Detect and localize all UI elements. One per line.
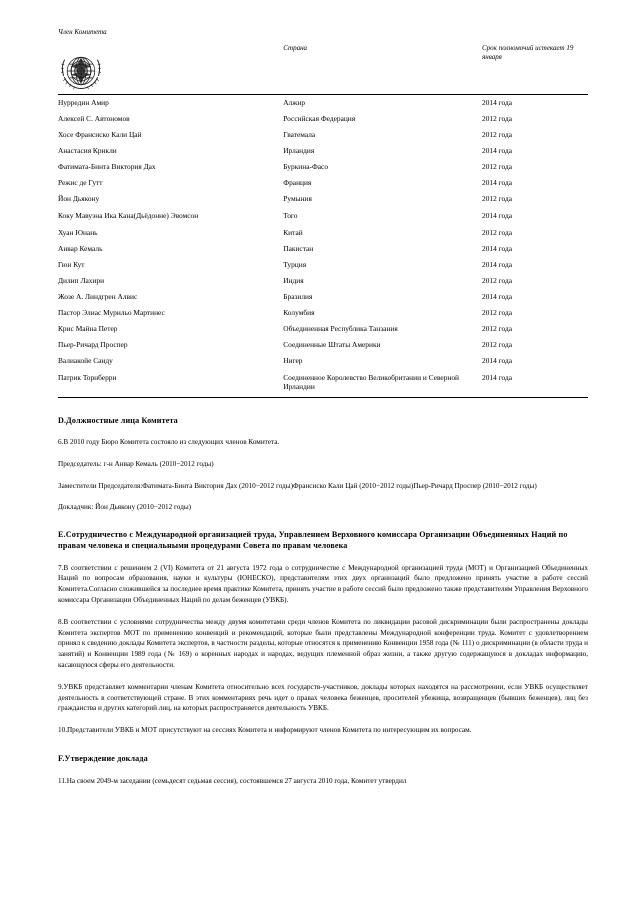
table-row [58, 257, 588, 273]
member-state: Колумбия [283, 307, 315, 317]
member-name: Режис де Гутт [58, 178, 103, 188]
vice-chairpersons-line: Заместители Председателя:Фатимата-Бинта Виктория Дах (2010−2012 годы)Франсиско Кали Цай (2010−2012 годы)Пьер-Ричард Проспер (2010−2012 годы) [58, 481, 537, 490]
member-term: 2014 года [482, 355, 512, 365]
member-term: 2014 года [482, 211, 512, 221]
member-state: Румыния [283, 194, 312, 204]
member-name: Алексей С. Автономов [58, 114, 130, 124]
member-name: Йон Дьякону [58, 194, 100, 204]
section-heading-f: F.Утверждение доклада [58, 754, 148, 764]
member-state: Гватемала [283, 130, 316, 140]
table-row [58, 207, 588, 225]
committee-members-table [58, 28, 588, 398]
table-row [58, 241, 588, 257]
member-name: Анвар Кемаль [58, 243, 103, 253]
table-row [58, 273, 588, 289]
member-state: Турция [283, 259, 307, 269]
member-state: Китай [283, 227, 303, 237]
member-term: 2012 года [482, 323, 512, 333]
paragraph-8: 8.В соответствии с условиями сотрудничества между двумя комитетами среди членов Комитета по ликвидации расовой дискриминации были распространены доклады Комитета экспертов МОТ по применению конвенций и рекомендаций, которые были представлены Международной конференции труда. Комитет с удовлетворением принял к сведению доклады Комитета экспертов, в частности разделы, которые относятся к применению Конвенции 1958 года (№ 111) о дискриминации (в области труда и занятий) и Конвенции 1989 года (№ 169) о коренных народах и народах, ведущих племенной образ жизни, а также другую содержащуюся в докладах информацию, касающуюся сферы его деятельности. [58, 617, 588, 670]
member-state: Соединенное Королевство Великобритании и Северной Ирландии [283, 369, 482, 398]
term-column-label: Срок полномочий истекает 19 января [482, 44, 574, 61]
member-name: Пьер-Ричард Проспер [58, 339, 128, 349]
table-row [58, 337, 588, 353]
term-column-header [482, 28, 588, 95]
member-term: 2014 года [482, 369, 588, 398]
member-name: Хосе Франсиско Кали Цай [58, 130, 142, 140]
state-column-label: Страна [283, 44, 308, 52]
member-term: 2012 года [482, 194, 512, 204]
member-term: 2012 года [482, 162, 512, 172]
member-name: Дилип Лахири [58, 275, 105, 285]
member-state: Алжир [283, 98, 306, 108]
member-column-header [58, 28, 283, 95]
chairperson-line: Председатель: г-н Анвар Кемаль (2010−2012 годы) [58, 459, 214, 468]
member-state: Нигер [283, 355, 303, 365]
paragraph-6: 6.В 2010 году Бюро Комитета состояло из следующих членов Комитета. [58, 438, 280, 447]
table-row [58, 289, 588, 305]
member-state: Объединенная Республика Танзания [283, 323, 398, 333]
member-term: 2012 года [482, 227, 512, 237]
member-state: Индия [283, 275, 304, 285]
member-name: Анастасия Крикли [58, 146, 117, 156]
member-state: Бразилия [283, 291, 313, 301]
member-state: Франция [283, 178, 312, 188]
member-state: Соединенные Штаты Америки [283, 339, 381, 349]
member-state: Российская Федерация [283, 114, 356, 124]
table-row [58, 143, 588, 159]
member-state: Ирландия [283, 146, 315, 156]
table-row [58, 127, 588, 143]
member-term: 2014 года [482, 98, 512, 108]
table-row [58, 95, 588, 112]
table-row [58, 353, 588, 369]
table-row [58, 225, 588, 241]
member-name: Коку Мавуэна Ика Кана(Дьёдонне) Эвомсон [58, 211, 199, 221]
member-name: Жозе А. Линдгрен Алвис [58, 291, 138, 301]
table-row [58, 175, 588, 191]
member-term: 2012 года [482, 307, 512, 317]
table-row [58, 191, 588, 207]
member-term: 2012 года [482, 130, 512, 140]
paragraph-11: 11.На своем 2049-м заседании (семьдесят седьмая сессия), состоявшемся 27 августа 2010 года, Комитет утвердил [58, 776, 407, 785]
member-term: 2014 года [482, 178, 512, 188]
table-body [58, 95, 588, 398]
paragraph-7: 7.В соответствии с решением 2 (VI) Комитета от 21 августа 1972 года о сотрудничестве с Международной организацией труда (МОТ) и Организацией Объединенных Наций по вопросам образования, науки и культуры (ЮНЕСКО), представителям этих двух организаций было предложено принять участие в работе сессий Комитета.Согласно сложившейся за последнее время практике Комитета, принять участие в работе сессий было предложено также представителям Управления Верховного комиссара Организации Объединенных Наций по делам беженцев (УВКБ). [58, 563, 588, 605]
section-heading-e: E.Сотрудничество с Международной организацией труда, Управлением Верховного комиссара Организации Объединенных Наций по правам человека и специальными процедурами Совета по правам человека [58, 529, 568, 551]
member-name: Крис Майна Петер [58, 323, 118, 333]
table-header-row [58, 28, 588, 95]
paragraph-9: 9.УВКБ представляет комментарии членам Комитета относительно всех государств-участников, доклады которых находятся на рассмотрении, если УВКБ осуществляет деятельность в соответствующей стране. В этих комментариях речь идет о правах человека беженцев, просителей убежища, возвращенцев (бывших беженцев), лиц без гражданства и других категорий лиц, на которых распространяется деятельность УВКБ. [58, 682, 588, 713]
member-name: Пастор Элиас Мурильо Мартинес [58, 307, 165, 317]
paragraph-10: 10.Представители УВКБ и МОТ присутствуют на сессиях Комитета и информируют членов Комитета по интересующим их вопросам. [58, 726, 472, 735]
member-name: Гюн Кут [58, 259, 85, 269]
member-name: Нурредин Амир [58, 98, 109, 108]
member-term: 2014 года [482, 146, 512, 156]
rapporteur-line: Докладчик: Йон Дьякону (2010−2012 годы) [58, 503, 192, 512]
member-name: Хуан Юнань [58, 227, 98, 237]
member-state: Пакистан [283, 243, 314, 253]
member-name: Патрик Торнберри [58, 369, 283, 398]
member-state: Того [283, 211, 298, 221]
member-name: Валиакойе Саиду [58, 355, 113, 365]
table-row [58, 159, 588, 175]
member-term: 2012 года [482, 275, 512, 285]
member-term: 2014 года [482, 259, 512, 269]
table-row [58, 111, 588, 127]
section-heading-d: D.Должностные лица Комитета [58, 415, 178, 425]
un-emblem [58, 48, 283, 94]
member-term: 2014 года [482, 291, 512, 301]
member-term: 2012 года [482, 339, 512, 349]
member-state: Буркина-Фасо [283, 162, 329, 172]
table-header [58, 28, 588, 95]
table-row [58, 369, 588, 398]
member-column-label: Член Комитета [58, 28, 107, 36]
member-term: 2014 года [482, 243, 512, 253]
table-row [58, 321, 588, 337]
state-column-header [283, 28, 482, 95]
member-name: Фатимата-Бинта Виктория Дах [58, 162, 156, 172]
member-term: 2012 года [482, 114, 512, 124]
table-row [58, 305, 588, 321]
